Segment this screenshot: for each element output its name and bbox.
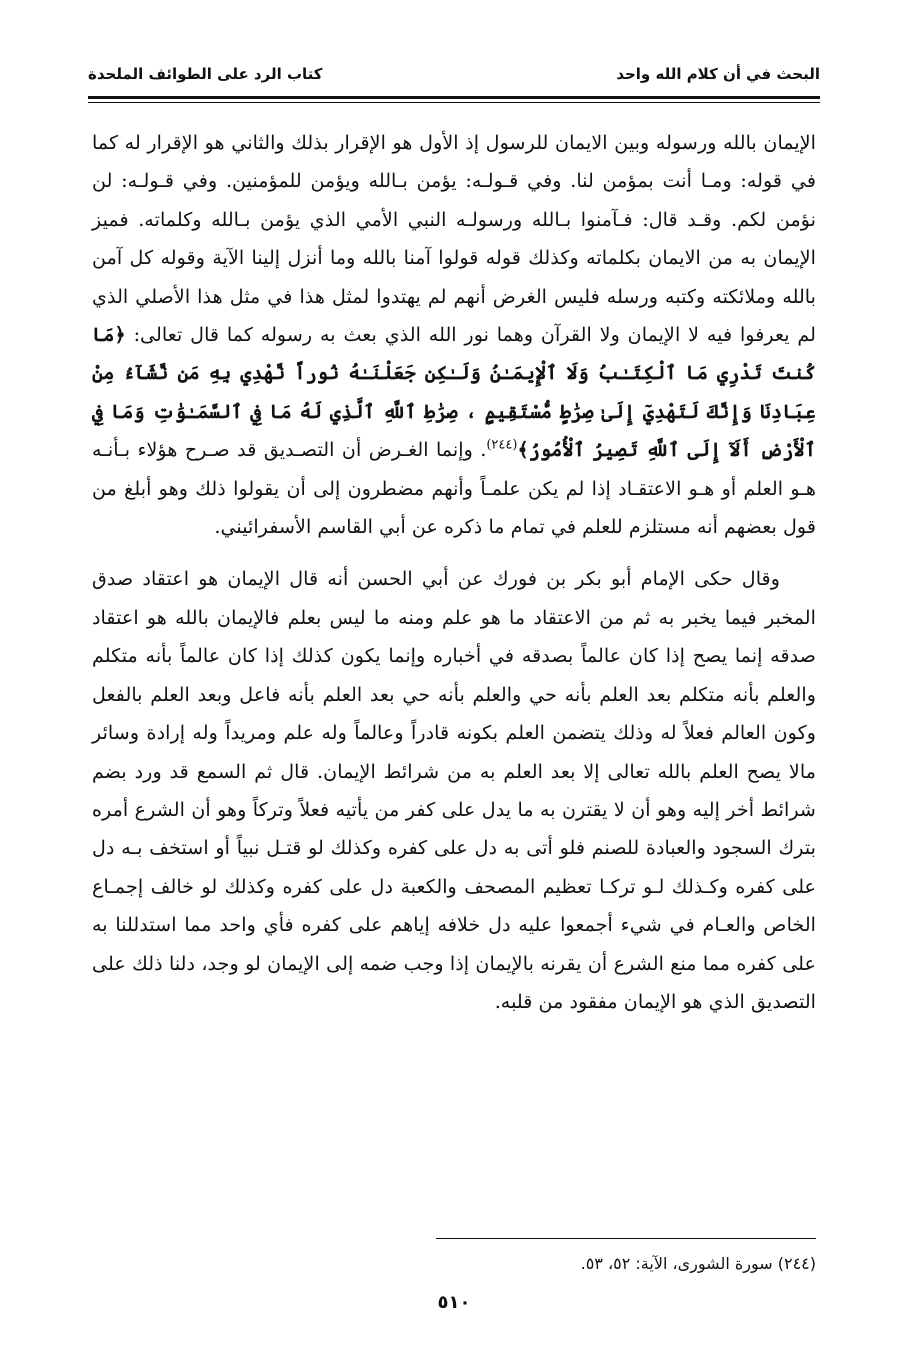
footnote-separator bbox=[436, 1238, 816, 1239]
quran-verse: ﴿مَا كُنتَ تَدْرِي مَا ٱلْكِتَـٰبُ وَلَا ٱلْإِيمَـٰنُ وَلَـٰكِن جَعَلْنَـٰهُ نُوراً نَّهْدِي بِهِ مَن نَّشَآءُ مِنْ عِبَادِنَا وَإِنَّكَ لَتَهْدِيٓ إِلَىٰ صِرَٰطٍ مُّسْتَقِيمٍ ، صِرَٰطِ ٱللَّهِ ٱلَّذِي لَهُ مَا فِي ٱلسَّمَـٰوَٰتِ وَمَا فِي ٱلْأَرْضِ أَلَآ إِلَى ٱللَّهِ تَصِيرُ ٱلْأُمُورُ﴾ bbox=[92, 323, 816, 462]
header-thin-rule bbox=[88, 102, 820, 103]
header-thick-rule bbox=[88, 96, 820, 99]
paragraph-2: وقال حكى الإمام أبو بكر بن فورك عن أبي الحسن أنه قال الإيمان هو اعتقاد صدق المخبر فيما يخبر به ثم من الاعتقاد ما هو علم ومنه ما ليس بعلم فالإيمان بالله هو اعتقاد صدقه إنما يصح إذا كان عالماً بصدقه في أخباره وإنما يكون كذلك إذا كان عالماً بأنه متكلم والعلم بأنه متكلم بعد العلم بأنه حي والعلم بأنه حي بعد العلم بأنه فاعل وبعد العلم بالفعل وكون العالم فعلاً له وذلك يتضمن العلم بكونه قادراً وعالماً وله علم ومريداً وله إرادة وسائر مالا يصح العلم بالله تعالى إلا بعد العلم به من شرائط الإيمان. قال ثم السمع قد ورد بضم شرائط أخر إليه وهو أن لا يقترن به ما يدل على كفر من يأتيه فعلاً وتركاً وهو أن الشرع أمره بترك السجود والعبادة للصنم فلو أتى به دل على كفره وكذلك لو قتـل نبياً أو استخف بـه دل على كفره وكـذلك لـو تركـا تعظيم المصحف والكعبة دل على كفره وكذلك لو خالف إجمـاع الخاص والعـام في شيء أجمعوا عليه دل خلافه إياهم على كفره فأي واحد مما استدللنا به على كفره مما منع الشرع أن يقرنه بالإيمان إذا وجب ضمه إلى الإيمان لو وجد، دلنا ذلك على التصديق الذي هو الإيمان مفقود من قلبه. bbox=[92, 567, 816, 1013]
footnote-reference[interactable]: (٢٤٤) bbox=[486, 437, 518, 453]
footnote: (٢٤٤) سورة الشورى، الآية: ٥٢، ٥٣. bbox=[580, 1254, 816, 1273]
header-chapter-title: البحث في أن كلام الله واحد bbox=[616, 65, 820, 83]
running-header bbox=[88, 58, 820, 90]
paragraph-1-continuation: . وإنما الغـرض أن التصـديق قد صـرح هؤلاء بـأنـه هـو العلم أو هـو الاعتقـاد إذا لم يكن علمـاً وأنهم مضطرون إلى أن يقولوا ذلك وهو أبلغ من قول بعضهم أنه مستلزم للعلم في تمام ما ذكره عن أبي القاسم الأسفرائيني. bbox=[92, 438, 816, 539]
paragraph-1 bbox=[92, 124, 816, 546]
header-book-title: كتاب الرد على الطوائف الملحدة bbox=[88, 65, 323, 83]
page-number: ٥١٠ bbox=[437, 1292, 471, 1313]
main-text bbox=[92, 124, 816, 1021]
paragraph-1-intro: الإيمان بالله ورسوله وبين الايمان للرسول إذ الأول هو الإقرار بذلك والثاني هو الإقرار له كما في قوله: ومـا أنت بمؤمن لنا. وفي قـولـه: يؤمن بـالله ويؤمن للمؤمنين. وفي قـولـه: لن نؤمن لكم. وقـد قال: فـآمنوا بـالله ورسولـه النبي الأمي الذي يؤمن بـالله وكلماته. فميز الإيمان به من الايمان بكلماته وكذلك قوله قولوا آمنا بالله وما أنزل إلينا الآية وقوله كل آمن بالله وملائكته وكتبه ورسله فليس الغرض أنهم لم يهتدوا لمثل هذا في مثل هذا الأصلي الذي لم يعرفوا فيه لا الإيمان ولا القرآن وهما نور الله الذي بعث به رسوله كما قال تعالى: bbox=[92, 131, 816, 347]
